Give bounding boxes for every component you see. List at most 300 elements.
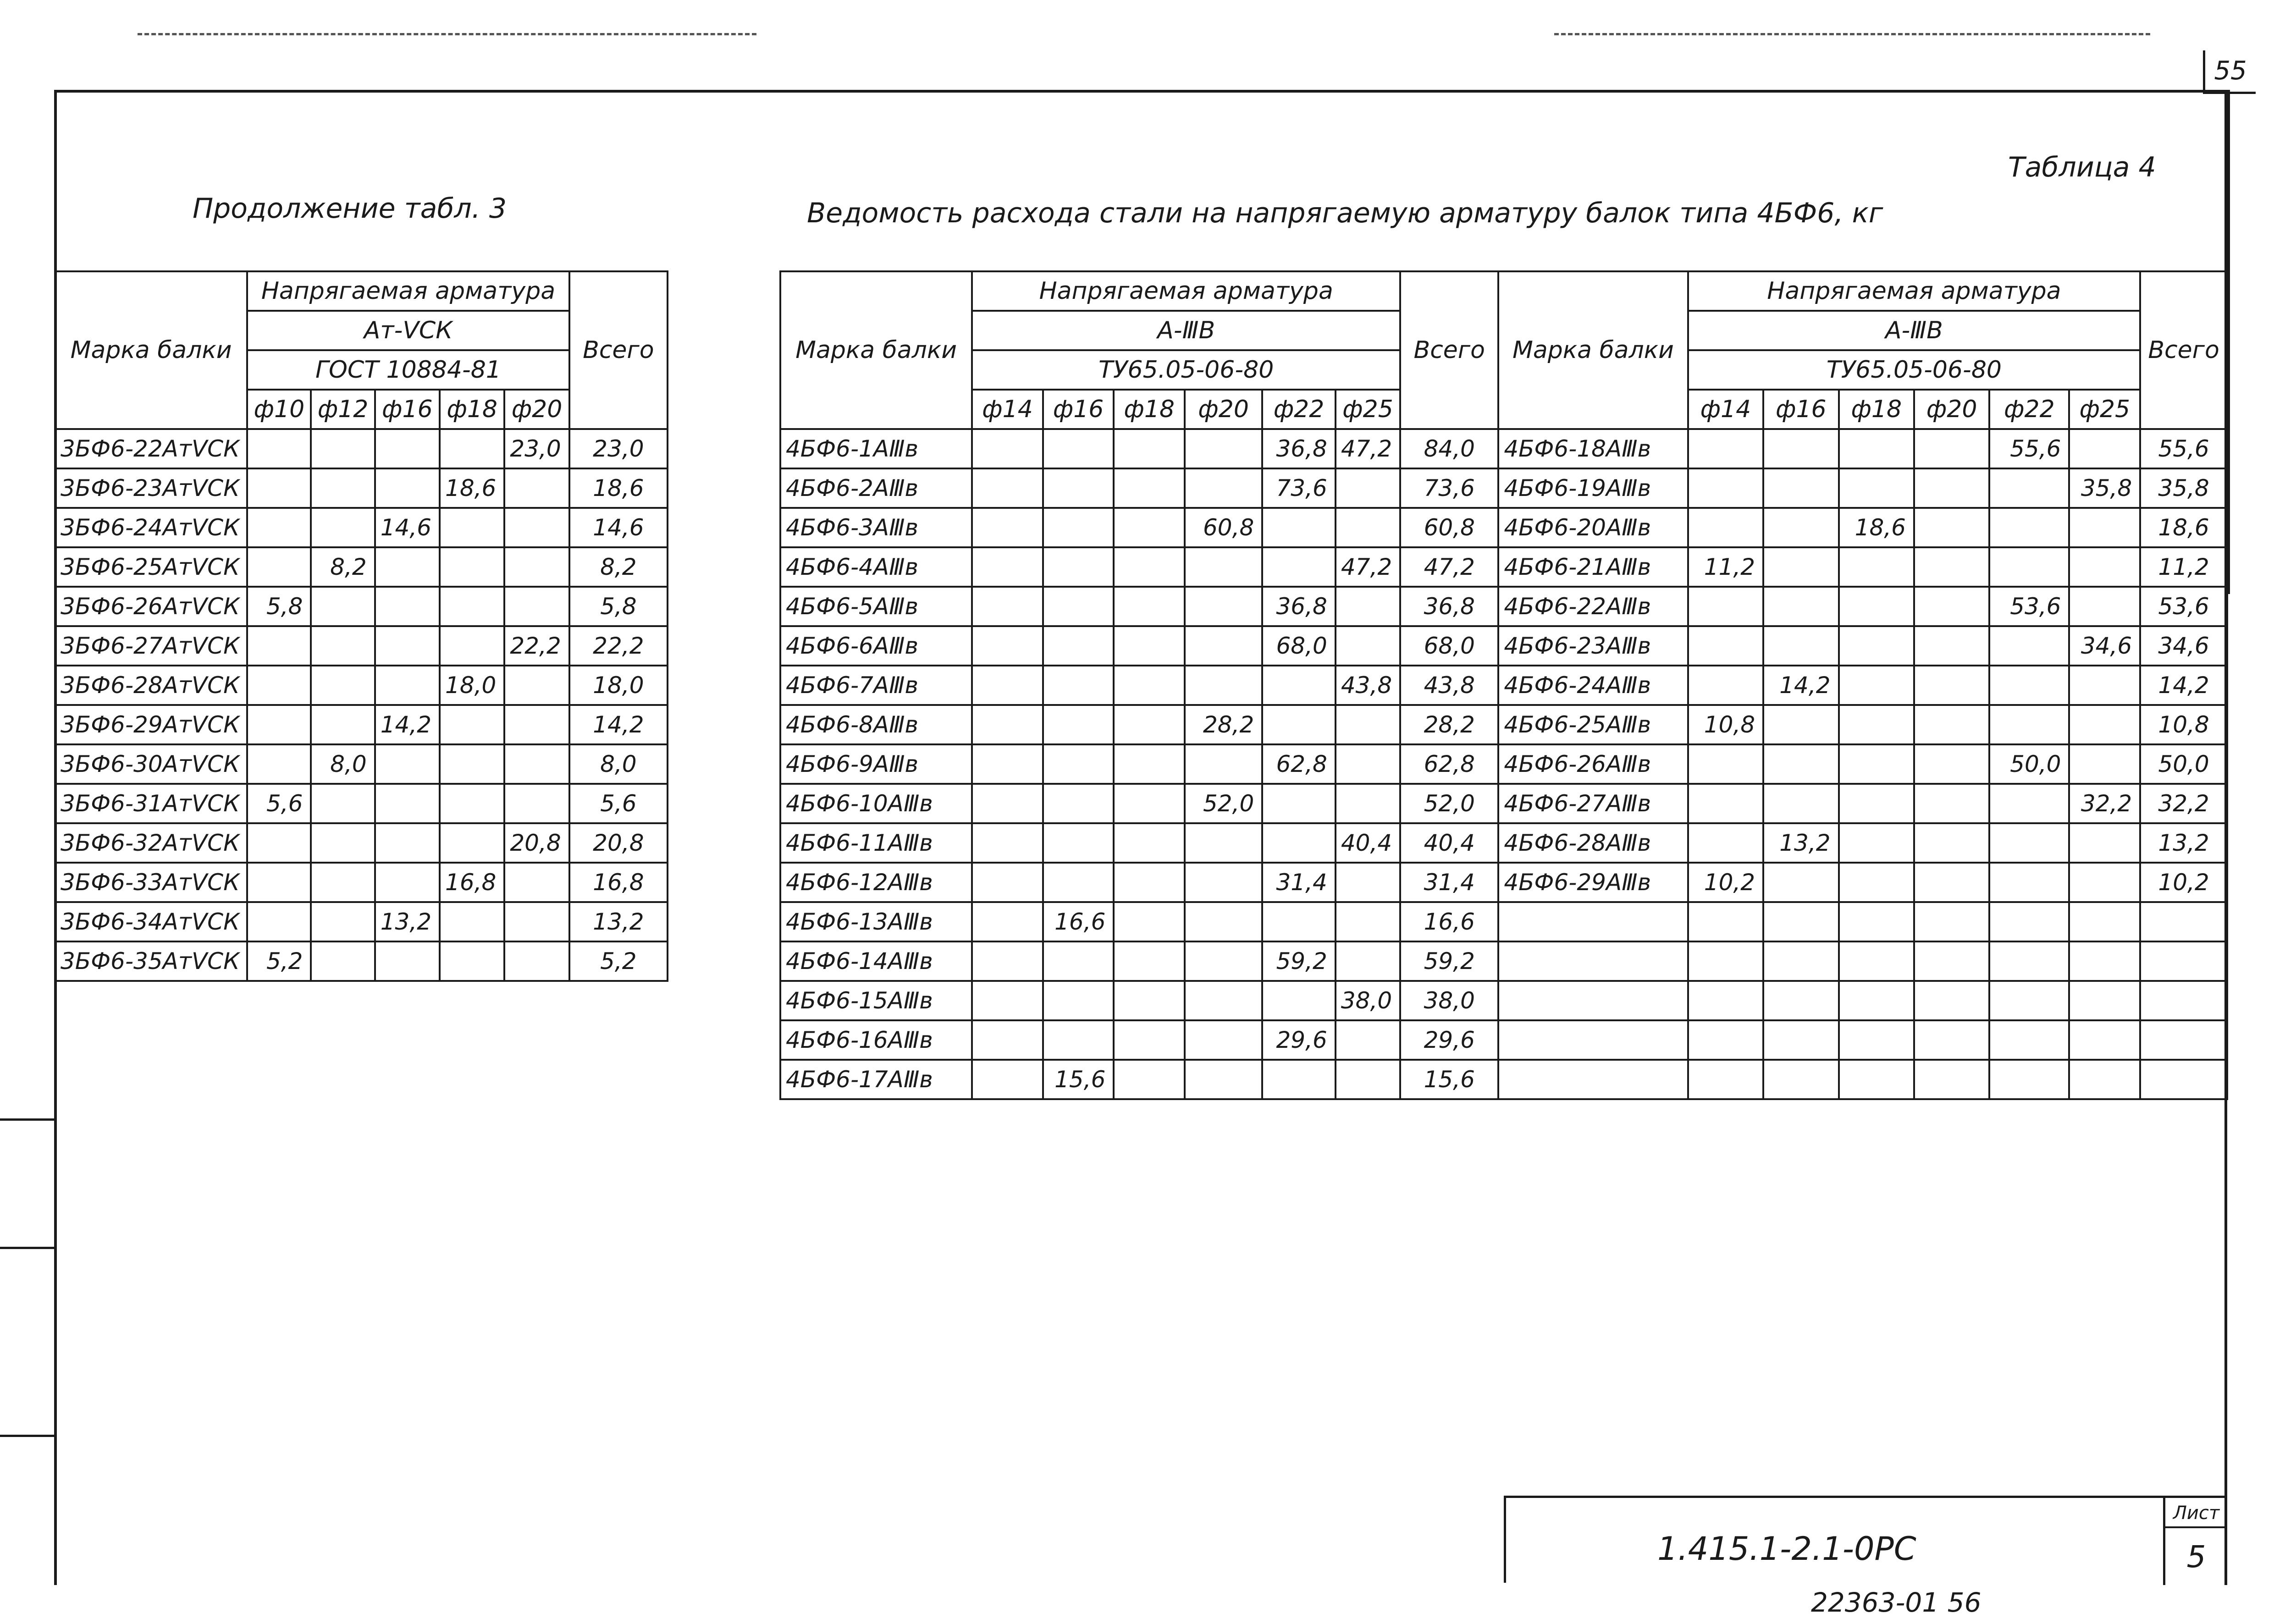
- row-total: 18,6: [569, 468, 668, 508]
- steel-value: 23,0: [504, 429, 569, 468]
- table-row: [55, 902, 668, 941]
- steel-value: [1262, 981, 1336, 1020]
- beam-mark-2: [1498, 981, 1688, 1020]
- table-row: [780, 587, 2227, 626]
- steel-value: [440, 784, 504, 823]
- steel-value-2: 50,0: [1989, 744, 2069, 784]
- steel-value-2: [1688, 941, 1763, 981]
- steel-value: 18,6: [440, 468, 504, 508]
- steel-value-2: [1989, 468, 2069, 508]
- corner-number: 55: [2203, 50, 2256, 94]
- steel-value: 68,0: [1262, 626, 1336, 666]
- steel-value-2: [1989, 823, 2069, 863]
- steel-value-2: [1839, 1020, 1914, 1060]
- steel-value: [375, 626, 440, 666]
- row-total: 13,2: [569, 902, 668, 941]
- steel-value: [1114, 1020, 1185, 1060]
- steel-value: [311, 468, 375, 508]
- steel-value: 59,2: [1262, 941, 1336, 981]
- steel-value-2: 11,2: [1688, 547, 1763, 587]
- steel-value-2: [2069, 744, 2140, 784]
- steel-value: 60,8: [1185, 508, 1262, 547]
- row-total-2: 55,6: [2140, 429, 2227, 468]
- steel-value: [972, 863, 1043, 902]
- steel-value: 14,2: [375, 705, 440, 744]
- steel-value-2: [1839, 981, 1914, 1020]
- steel-value: [247, 626, 311, 666]
- steel-value: [1114, 902, 1185, 941]
- title-stamp: [1504, 1496, 2227, 1583]
- steel-value: [1114, 863, 1185, 902]
- steel-value: 36,8: [1262, 429, 1336, 468]
- steel-value: [1185, 744, 1262, 784]
- steel-value: [1185, 666, 1262, 705]
- diameter-header: ф18: [1839, 390, 1914, 429]
- table-row: [780, 784, 2227, 823]
- diameter-header: ф20: [1185, 390, 1262, 429]
- beam-mark: 3БФ6-28АтⅤСК: [55, 666, 247, 705]
- mark-header: Марка балки: [55, 271, 247, 429]
- beam-mark: 4БФ6-2АⅢв: [780, 468, 972, 508]
- beam-mark-2: 4БФ6-25АⅢв: [1498, 705, 1688, 744]
- steel-value: [972, 823, 1043, 863]
- steel-value-2: [1914, 429, 1989, 468]
- steel-value: [972, 429, 1043, 468]
- row-total-2: 18,6: [2140, 508, 2227, 547]
- diameter-header: ф16: [375, 390, 440, 429]
- beam-mark: 3БФ6-23АтⅤСК: [55, 468, 247, 508]
- steel-value: [1114, 468, 1185, 508]
- steel-value: [247, 429, 311, 468]
- steel-value-2: [1989, 705, 2069, 744]
- sheet-label: Лист: [2165, 1503, 2227, 1528]
- beam-mark: 3БФ6-30АтⅤСК: [55, 744, 247, 784]
- steel-value: [1336, 784, 1400, 823]
- steel-header: А-ⅢВ: [972, 311, 1400, 350]
- diameter-header: ф20: [504, 390, 569, 429]
- beam-mark: 3БФ6-32АтⅤСК: [55, 823, 247, 863]
- diameter-header: ф16: [1763, 390, 1838, 429]
- row-total-2: [2140, 902, 2227, 941]
- steel-value: [1043, 508, 1114, 547]
- steel-value: [1114, 784, 1185, 823]
- steel-value-2: [1839, 468, 1914, 508]
- beam-mark: 3БФ6-22АтⅤСК: [55, 429, 247, 468]
- steel-value-2: [1914, 863, 1989, 902]
- steel-value: [247, 823, 311, 863]
- beam-mark-2: 4БФ6-20АⅢв: [1498, 508, 1688, 547]
- beam-mark-2: [1498, 1020, 1688, 1060]
- beam-mark: 3БФ6-27АтⅤСК: [55, 626, 247, 666]
- table-number-label: Таблица 4: [2008, 151, 2156, 183]
- steel-value-2: [2069, 823, 2140, 863]
- steel-value: [972, 666, 1043, 705]
- beam-mark: 4БФ6-13АⅢв: [780, 902, 972, 941]
- steel-value: 38,0: [1336, 981, 1400, 1020]
- beam-mark: 4БФ6-4АⅢв: [780, 547, 972, 587]
- diameter-header: ф18: [440, 390, 504, 429]
- row-total: 59,2: [1400, 941, 1498, 981]
- steel-value-2: [1914, 666, 1989, 705]
- beam-mark-2: 4БФ6-24АⅢв: [1498, 666, 1688, 705]
- sheet-number: 5: [2186, 1539, 2206, 1574]
- steel-value-2: [1688, 626, 1763, 666]
- steel-value-2: [1914, 547, 1989, 587]
- group-header-2: Напрягаемая арматура: [1688, 271, 2140, 311]
- steel-value: [311, 429, 375, 468]
- steel-value: [375, 744, 440, 784]
- group-header: Напрягаемая арматура: [247, 271, 569, 311]
- steel-value: [504, 666, 569, 705]
- steel-value-2: [1763, 981, 1838, 1020]
- steel-value-2: [1914, 626, 1989, 666]
- steel-value: [1336, 468, 1400, 508]
- steel-value: [311, 902, 375, 941]
- steel-value: [1043, 744, 1114, 784]
- standard-header: ГОСТ 10884-81: [247, 350, 569, 390]
- steel-value: [504, 863, 569, 902]
- beam-mark: 4БФ6-10АⅢв: [780, 784, 972, 823]
- beam-mark-2: 4БФ6-26АⅢв: [1498, 744, 1688, 784]
- steel-value-2: [1763, 705, 1838, 744]
- table-row: [780, 626, 2227, 666]
- archive-code: 22363-01 56: [1811, 1587, 1981, 1618]
- steel-value: 18,0: [440, 666, 504, 705]
- steel-value: [247, 468, 311, 508]
- row-total-2: [2140, 941, 2227, 981]
- sheet-box: [2163, 1498, 2227, 1585]
- diameter-header: ф16: [1043, 390, 1114, 429]
- steel-value-2: [2069, 429, 2140, 468]
- beam-mark: 3БФ6-24АтⅤСК: [55, 508, 247, 547]
- steel-value-2: [1914, 705, 1989, 744]
- row-total: 28,2: [1400, 705, 1498, 744]
- steel-value: [247, 902, 311, 941]
- steel-value: [440, 744, 504, 784]
- total-header-2: Всего: [2140, 271, 2227, 429]
- steel-value: [1262, 666, 1336, 705]
- steel-value-2: [1688, 468, 1763, 508]
- steel-value-2: 32,2: [2069, 784, 2140, 823]
- row-total-2: 14,2: [2140, 666, 2227, 705]
- total-header: Всего: [569, 271, 668, 429]
- steel-value: [1185, 429, 1262, 468]
- steel-value: [375, 941, 440, 981]
- steel-value: 5,6: [247, 784, 311, 823]
- diameter-header: ф14: [1688, 390, 1763, 429]
- beam-mark: 4БФ6-1АⅢв: [780, 429, 972, 468]
- table-row: [780, 744, 2227, 784]
- steel-value: 31,4: [1262, 863, 1336, 902]
- steel-value-2: [1688, 744, 1763, 784]
- beam-mark: 3БФ6-33АтⅤСК: [55, 863, 247, 902]
- steel-value-2: [2069, 981, 2140, 1020]
- right-table: [779, 270, 2228, 1100]
- steel-value: [504, 547, 569, 587]
- beam-mark: 4БФ6-11АⅢв: [780, 823, 972, 863]
- steel-value: [247, 547, 311, 587]
- steel-value: [1043, 547, 1114, 587]
- steel-value: [1185, 823, 1262, 863]
- steel-value-2: [1914, 744, 1989, 784]
- steel-value: [1114, 1060, 1185, 1099]
- steel-value: [504, 941, 569, 981]
- table-row: [780, 902, 2227, 941]
- row-total-2: 53,6: [2140, 587, 2227, 626]
- steel-value: [375, 429, 440, 468]
- steel-value-2: 10,2: [1688, 863, 1763, 902]
- steel-value-2: 55,6: [1989, 429, 2069, 468]
- steel-value-2: [2069, 666, 2140, 705]
- steel-value-2: [1989, 941, 2069, 981]
- table-row: [780, 429, 2227, 468]
- beam-mark-2: 4БФ6-29АⅢв: [1498, 863, 1688, 902]
- diameter-header: ф20: [1914, 390, 1989, 429]
- steel-value: [440, 508, 504, 547]
- row-total: 5,2: [569, 941, 668, 981]
- steel-value: [1114, 744, 1185, 784]
- steel-value-2: [1688, 1060, 1763, 1099]
- steel-value-2: 14,2: [1763, 666, 1838, 705]
- steel-value: 52,0: [1185, 784, 1262, 823]
- steel-value: [1185, 902, 1262, 941]
- row-total-2: 10,2: [2140, 863, 2227, 902]
- beam-mark-2: 4БФ6-18АⅢв: [1498, 429, 1688, 468]
- steel-value: [375, 666, 440, 705]
- steel-value: [972, 547, 1043, 587]
- table-row: [55, 863, 668, 902]
- steel-value: 20,8: [504, 823, 569, 863]
- margin-tick: [0, 1118, 54, 1121]
- row-total: 31,4: [1400, 863, 1498, 902]
- steel-value: [1336, 508, 1400, 547]
- steel-value: [1043, 705, 1114, 744]
- row-total: 40,4: [1400, 823, 1498, 863]
- table-row: [55, 587, 668, 626]
- steel-value: [440, 941, 504, 981]
- beam-mark: 4БФ6-15АⅢв: [780, 981, 972, 1020]
- steel-value-2: [1914, 587, 1989, 626]
- steel-value: [1043, 784, 1114, 823]
- row-total: 84,0: [1400, 429, 1498, 468]
- steel-value-2: [1688, 981, 1763, 1020]
- steel-value: [1043, 863, 1114, 902]
- table-row: [780, 823, 2227, 863]
- steel-value-2: [1839, 587, 1914, 626]
- row-total: 68,0: [1400, 626, 1498, 666]
- steel-value: [1114, 429, 1185, 468]
- steel-value-2: 13,2: [1763, 823, 1838, 863]
- document-code: 1.415.1-2.1-0РС: [1657, 1530, 1916, 1568]
- steel-value-2: [1989, 902, 2069, 941]
- steel-value: [972, 744, 1043, 784]
- steel-value: [1114, 666, 1185, 705]
- steel-value-2: [2069, 863, 2140, 902]
- steel-value: 62,8: [1262, 744, 1336, 784]
- table-row: [780, 1020, 2227, 1060]
- steel-value: [1185, 547, 1262, 587]
- steel-value-2: [1914, 1020, 1989, 1060]
- table-row: [55, 429, 668, 468]
- steel-value: [311, 705, 375, 744]
- diameter-header: ф12: [311, 390, 375, 429]
- steel-value-2: [1763, 587, 1838, 626]
- steel-value: 43,8: [1336, 666, 1400, 705]
- steel-value: [311, 587, 375, 626]
- beam-mark-2: [1498, 1060, 1688, 1099]
- steel-value: [1114, 981, 1185, 1020]
- steel-value: [1114, 508, 1185, 547]
- steel-value: [1043, 666, 1114, 705]
- steel-value-2: [1914, 981, 1989, 1020]
- steel-value: [247, 666, 311, 705]
- steel-value: [1114, 626, 1185, 666]
- steel-value: [247, 744, 311, 784]
- steel-value: [504, 902, 569, 941]
- steel-value: [1114, 547, 1185, 587]
- steel-value-2: [1839, 902, 1914, 941]
- beam-mark: 4БФ6-8АⅢв: [780, 705, 972, 744]
- row-total: 60,8: [1400, 508, 1498, 547]
- steel-value: [1185, 626, 1262, 666]
- steel-value: [440, 705, 504, 744]
- beam-mark: 4БФ6-7АⅢв: [780, 666, 972, 705]
- row-total: 38,0: [1400, 981, 1498, 1020]
- steel-value: [1262, 547, 1336, 587]
- steel-value: [1185, 587, 1262, 626]
- steel-value-2: [1839, 941, 1914, 981]
- row-total: 14,2: [569, 705, 668, 744]
- steel-value-2: [1763, 941, 1838, 981]
- table-row: [55, 784, 668, 823]
- steel-value-2: [1688, 429, 1763, 468]
- steel-value-2: [1914, 941, 1989, 981]
- row-total-2: 35,8: [2140, 468, 2227, 508]
- steel-value-2: [1688, 902, 1763, 941]
- mark-header-2: Марка балки: [1498, 271, 1688, 429]
- steel-value: [972, 587, 1043, 626]
- steel-value: [1114, 941, 1185, 981]
- steel-value: [1114, 587, 1185, 626]
- steel-value-2: [1989, 1020, 2069, 1060]
- steel-value-2: [1763, 547, 1838, 587]
- steel-value-2: [1839, 547, 1914, 587]
- steel-value: [311, 508, 375, 547]
- row-total: 73,6: [1400, 468, 1498, 508]
- steel-value-2: [1763, 429, 1838, 468]
- row-total: 5,8: [569, 587, 668, 626]
- table-row: [55, 941, 668, 981]
- steel-value: [1043, 823, 1114, 863]
- steel-value-2: [1688, 666, 1763, 705]
- steel-value: [440, 547, 504, 587]
- row-total: 15,6: [1400, 1060, 1498, 1099]
- table-row: [780, 666, 2227, 705]
- steel-value-2: [1839, 705, 1914, 744]
- steel-value-2: [1914, 1060, 1989, 1099]
- steel-value-2: [2069, 508, 2140, 547]
- beam-mark: 3БФ6-25АтⅤСК: [55, 547, 247, 587]
- row-total: 8,2: [569, 547, 668, 587]
- total-header: Всего: [1400, 271, 1498, 429]
- steel-value: 16,6: [1043, 902, 1114, 941]
- table-row: [55, 705, 668, 744]
- beam-mark: 4БФ6-14АⅢв: [780, 941, 972, 981]
- standard-header-2: ТУ65.05-06-80: [1688, 350, 2140, 390]
- table-row: [780, 705, 2227, 744]
- steel-value: 14,6: [375, 508, 440, 547]
- steel-value: 36,8: [1262, 587, 1336, 626]
- steel-value: [1262, 705, 1336, 744]
- steel-value-2: [1914, 508, 1989, 547]
- steel-value-2: 34,6: [2069, 626, 2140, 666]
- steel-value: [972, 941, 1043, 981]
- row-total-2: 11,2: [2140, 547, 2227, 587]
- steel-value: [972, 1060, 1043, 1099]
- table-row: [780, 1060, 2227, 1099]
- row-total-2: 50,0: [2140, 744, 2227, 784]
- steel-value: [440, 902, 504, 941]
- diameter-header: ф10: [247, 390, 311, 429]
- left-caption: Продолжение табл. 3: [193, 193, 507, 225]
- row-total: 23,0: [569, 429, 668, 468]
- beam-mark-2: 4БФ6-19АⅢв: [1498, 468, 1688, 508]
- steel-value: [504, 587, 569, 626]
- row-total-2: [2140, 1020, 2227, 1060]
- beam-mark: 4БФ6-16АⅢв: [780, 1020, 972, 1060]
- row-total: 5,6: [569, 784, 668, 823]
- diameter-header: ф25: [1336, 390, 1400, 429]
- steel-value: [311, 784, 375, 823]
- steel-value: [1043, 1020, 1114, 1060]
- steel-value-2: [1763, 1020, 1838, 1060]
- table-row: [780, 547, 2227, 587]
- row-total: 8,0: [569, 744, 668, 784]
- steel-value-2: [1839, 1060, 1914, 1099]
- steel-value: [1336, 1020, 1400, 1060]
- steel-value-2: [1688, 823, 1763, 863]
- steel-value-2: [1914, 902, 1989, 941]
- steel-value: [311, 823, 375, 863]
- diameter-header: ф25: [2069, 390, 2140, 429]
- steel-value: [1185, 1020, 1262, 1060]
- steel-value: [1114, 705, 1185, 744]
- table-row: [55, 626, 668, 666]
- steel-value-2: [1989, 626, 2069, 666]
- beam-mark: 4БФ6-6АⅢв: [780, 626, 972, 666]
- steel-value: 8,2: [311, 547, 375, 587]
- steel-value: [311, 863, 375, 902]
- steel-value: [1185, 468, 1262, 508]
- steel-value-2: [1839, 823, 1914, 863]
- beam-mark-2: 4БФ6-23АⅢв: [1498, 626, 1688, 666]
- steel-value: [1043, 626, 1114, 666]
- steel-value-2: [2069, 547, 2140, 587]
- beam-mark-2: 4БФ6-27АⅢв: [1498, 784, 1688, 823]
- steel-value: [1262, 508, 1336, 547]
- steel-value: [972, 784, 1043, 823]
- top-dash-right: [1554, 33, 2150, 35]
- steel-value: 13,2: [375, 902, 440, 941]
- steel-value-2: [2069, 941, 2140, 981]
- beam-mark: 3БФ6-31АтⅤСК: [55, 784, 247, 823]
- mark-header: Марка балки: [780, 271, 972, 429]
- steel-value: [375, 863, 440, 902]
- steel-header-2: А-ⅢВ: [1688, 311, 2140, 350]
- row-total-2: 34,6: [2140, 626, 2227, 666]
- steel-value: [1043, 468, 1114, 508]
- table-row: [780, 863, 2227, 902]
